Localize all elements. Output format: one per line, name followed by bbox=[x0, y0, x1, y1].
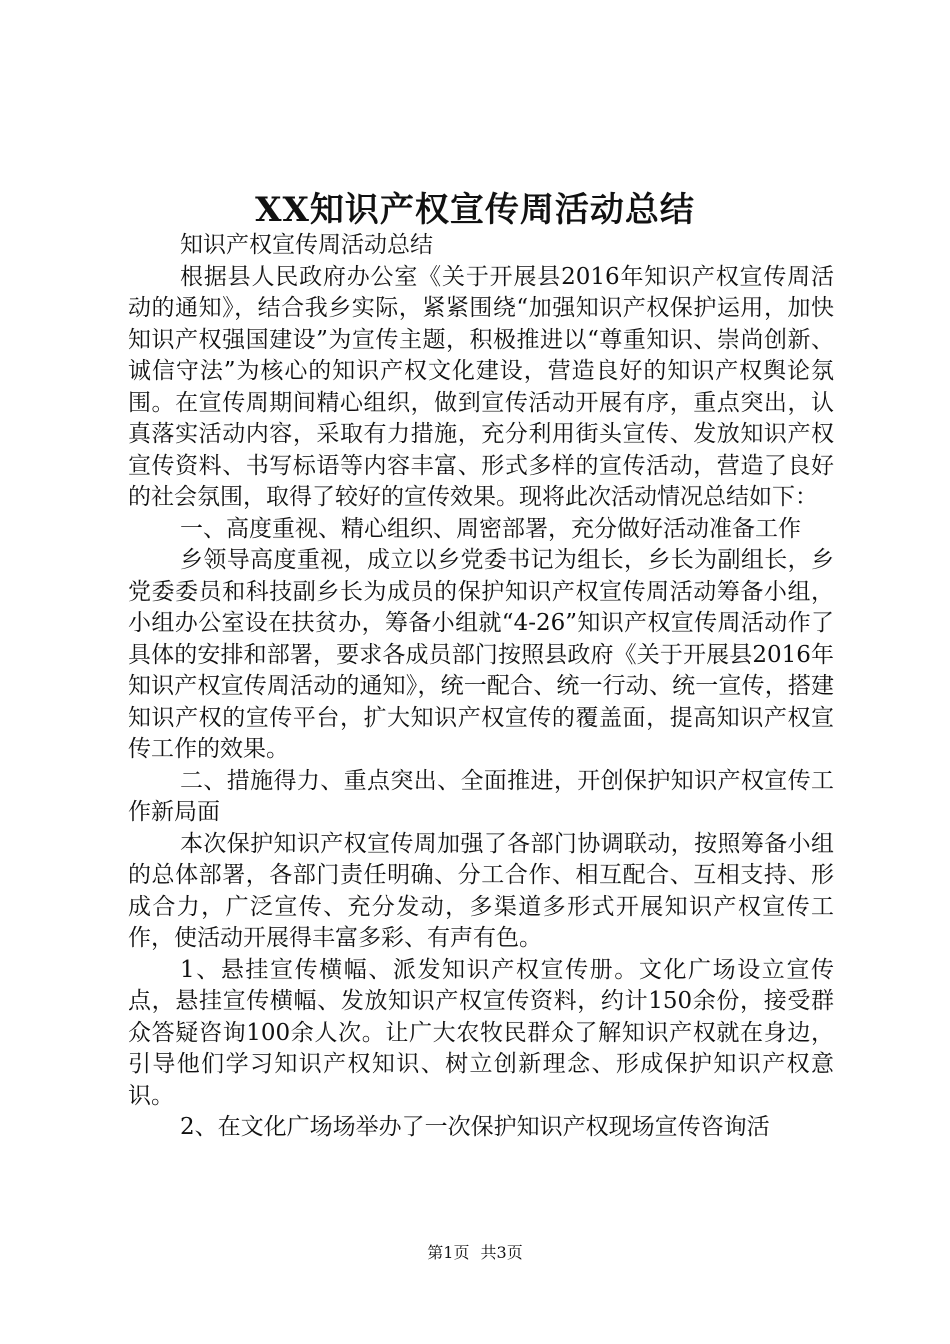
document-title: XX知识产权宣传周活动总结 bbox=[255, 190, 695, 230]
document-body bbox=[128, 230, 834, 1144]
page-footer bbox=[0, 1242, 950, 1264]
section-heading-1: 一、高度重视、精心组织、周密部署，充分做好活动准备工作 bbox=[180, 515, 801, 542]
page-total: 共3页 bbox=[480, 1243, 523, 1262]
paragraph-subtitle: 知识产权宣传周活动总结 bbox=[180, 232, 433, 258]
paragraph-intro: 根据县人民政府办公室《关于开展县2016年知识产权宣传周活动的通知》，结合我乡实际，紧紧围绕“加强知识产权保护运用，加快知识产权强国建设”为宣传主题，积极推进以“尊重知识、崇尚创新、诚信守法”为核心的知识产权文化建设，营造良好的知识产权舆论氛围。在宣传周期间精心组织，做到宣传活动开展有序，重点突出，认真落实活动内容，采取有力措施，充分利用街头宣传、发放知识产权宣传资料、书写标语等内容丰富、形式多样的宣传活动，营造了良好的社会氛围，取得了较好的宣传效果。现将此次活动情况总结如下： bbox=[128, 263, 834, 510]
page-number: 第1页 bbox=[427, 1243, 470, 1262]
paragraph-section-1: 乡领导高度重视，成立以乡党委书记为组长，乡长为副组长，乡党委委员和科技副乡长为成员的保护知识产权宣传周活动筹备小组，小组办公室设在扶贫办，筹备小组就“4-26”知识产权宣传周活动作了具体的安排和部署，要求各成员部门按照县政府《关于开展县2016年知识产权宣传周活动的通知》，统一配合、统一行动、统一宣传，搭建知识产权的宣传平台，扩大知识产权宣传的覆盖面，提高知识产权宣传工作的效果。 bbox=[128, 547, 834, 762]
paragraph-section-2: 本次保护知识产权宣传周加强了各部门协调联动，按照筹备小组的总体部署，各部门责任明确、分工合作、相互配合、互相支持、形成合力，广泛宣传、充分发动，多渠道多形式开展知识产权宣传工作，使活动开展得丰富多彩、有声有色。 bbox=[128, 830, 834, 951]
paragraph-item-2: 2、在文化广场场举办了一次保护知识产权现场宣传咨询活 bbox=[180, 1114, 770, 1140]
paragraph-item-1: 1、悬挂宣传横幅、派发知识产权宣传册。文化广场设立宣传点，悬挂宣传横幅、发放知识产权宣传资料，约计150余份，接受群众答疑咨询100余人次。让广大农牧民群众了解知识产权就在身边，引导他们学习知识产权知识、树立创新理念、形成保护知识产权意识。 bbox=[128, 956, 834, 1109]
section-heading-2: 二、措施得力、重点突出、全面推进，开创保护知识产权宣传工作新局面 bbox=[128, 767, 834, 825]
